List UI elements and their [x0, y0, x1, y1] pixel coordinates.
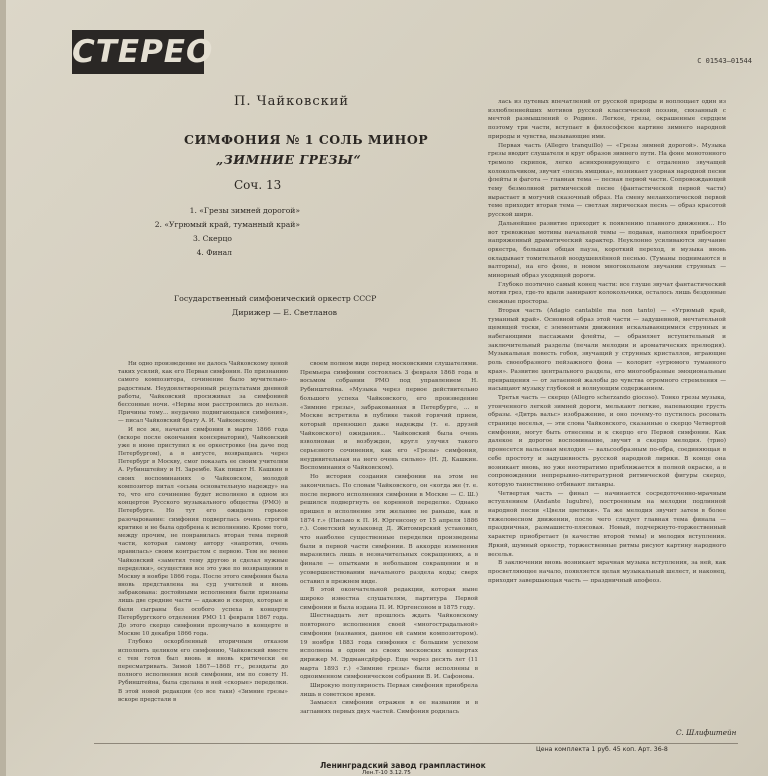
- work-subtitle: „ЗИМНИЕ ГРЕЗЫ“: [216, 152, 362, 167]
- paragraph: Ни одно произведение не далось Чайковскому ценой таких усилий, как его Первая симфония. По признанию самого композитора, сочинение было мучительно-радостным. Неудовлетворенный результатами дневной работы, Чайковский просиживал за симфонией бессонные ночи. «Нервы мои расстроились до нельзя. Причины тому... неудачно подвигающаяся симфония», — писал Чайковский брату А. И. Чайковскому.: [118, 361, 288, 425]
- liner-notes-column-3: [488, 98, 726, 720]
- opus-number: Соч. 13: [234, 178, 282, 192]
- sleeve-edge: [0, 0, 6, 776]
- movement-item: 3. Скерцо: [192, 234, 232, 243]
- liner-notes-column-2: [300, 360, 478, 742]
- price-label: Цена комплекта 1 руб. 45 коп. Арт. 36-8: [536, 746, 668, 753]
- stereo-logo: СТЕРЕО: [72, 30, 204, 74]
- paragraph: лась из путевых впечатлений от русской природы и воплощает один из излюбленнейших мотивов русской классической поэзии, связанный с мечтой размышлений о Родине. Легкое, грезы, окрашенные сердцем поэтому три части, вступает в философское картине зимнего народной природы и чувства, вызывающие ими.: [488, 99, 726, 140]
- paragraph: Глубоко поэтично самый конец части: все глуше звучат фантастический мотив грез, где-то вдали замирают колокольчики, осталось лишь бездонные снежные просторы.: [488, 281, 726, 306]
- work-title: СИМФОНИЯ № 1 СОЛЬ МИНОР: [184, 132, 429, 147]
- manufacturer-name: Ленинградский завод грампластинок: [320, 761, 486, 770]
- catalog-number: С 01543—01544: [697, 57, 752, 65]
- performers: [174, 292, 376, 320]
- paragraph: В заключении вновь возникает мрачная музыка вступления, за ней, как просветляющее начало, появляется целая музыкальный шелест, и наконец, приходит завершающая часть — праздничный апофеоз.: [488, 560, 726, 584]
- print-code: Лен.Т-10 3.12.75: [362, 770, 411, 776]
- paragraph: Третья часть — скерцо (Allegro scherzando giocoso). Тонко грезы музыка, утонченного легкой зимней дороги, мелькают легкие, напевающие грусть образы. «Дитрь вальс» изображение, и оно почему-то пустилось росовать странице веселья, — эти слова Чайковского, сказанные о скерцо Четвертой симфонии, могут быть отнесены и к скерцо его Первой симфонии. Как далекое и дорогое воспоминание, звучит в скерцо мелодия. (трио) пронесется вальсовая мелодия — вальсообразным по-обра, соединяющая в себе простоту и задушевность русской народной лирики. В конце она возникает вновь, но уже неотвратимо приближается в полной окраске, а в сопровождении непрерывно-литературной ритмической фигуры скерцо, которую таинственно отбивают литавры.: [488, 394, 726, 488]
- orchestra-name: Государственный симфонический оркестр СССР: [174, 294, 377, 303]
- conductor-name: Дирижер — Е. Светланов: [232, 308, 338, 317]
- author-signature: С. Шлифштейн: [676, 728, 737, 737]
- composer-name: П. Чайковский: [234, 94, 350, 109]
- paragraph: Дальнейшее развитие приходит к появлению плавного движения... Но вот тревожные мотивы начальной темы — подавая, наполняя прибоерост напряженный драматический характер. Неуклонно усиливаются звучание оркестра, большая общая пауза, короткий переход, и музыка вновь окладывает томительной воодушевлённой песнью. (Туманы поднимаются в валторны), на его фоне, в новом многокольном звучании струнных — минорный образ уходящей дороги.: [488, 220, 726, 280]
- movement-list: [0, 204, 300, 260]
- paragraph: Вторая часть (Adagio cantabile ma non tanto) — «Угрюмый край, туманный край». Основной образ этой части — задушевной, мечтательной щемящей тоски, с элементами движения искалывающимися струнных и набегающими пассажами флейты, — обрамляет вступительный и заключительный разделы (печали мелодии и ароматических прелюдия). Музыкальная повесть гобоя, звучащий у струнных кристаллов, играющие роль своеобразного пейзажного фона — колорит «угрюмого туманного края». Развитие центрального раздела, его многообразные эмоциональные превращения — от затаенной жалобы до чувства огромного стремления — насыщают музыку глубокой и волнующим содержанием.: [488, 307, 726, 393]
- paragraph: И все же, начатая симфония в марте 1866 года (вскоре после окончания консерватории), Чайковский уже в июне приступил к ее оркестровке (на даче под Петербургом), а в августе, возвращаясь через Петербург в Москву, смог показать ее своим учителям А. Рубинштейну и Н. Зарембе. Как пишет Н. Кашкин в своих воспоминаниях о Чайковском, молодой композитор питал «осьма основательную надежду» на то, что его сочинение будет исполнено в одном из концертов Русского музыкального общества (РМО) в Петербурге. Но тут его ожидало горькое разочарование: симфония подверглась очень строгой критике и не была одобрена к исполнению. Кроме того, между прочим, не понравилась вторая тема первой части, которая самому автору «напротив, очень нравилась» своим контрастом с первою. Тем не менее Чайковский «заметил тему другою и сделал нужные переделки», осуществив все это уже по возвращении в Москву в ноябре 1866 года. После этого симфония была вновь представлена на суд учителей и вновь забракована: достойными исполнения были признаны лишь две средние части — адажио и скерцо, которые и были сыграны без особого успеха в концерте Петербургского отделения РМО 11 февраля 1867 года. До этого скерцо симфонии прозвучало в концерте в Москве 10 декабря 1866 года.: [118, 426, 288, 638]
- paragraph: Но история создания симфонии на этом не закончилась. По словам Чайковского, он «когда же (т. е. после первого исполнения симфонии в Москве — С. Ш.) решился подвергнуть ее коренной переделке. Однако пришел в исполнение эти желание не раньше, как в 1874 г.» (Письмо к П. И. Юргенсону от 15 апреля 1886 г.). Советский музыковед Д. Житомирский установил, что наиболее существенные переделки произведены были в первой части симфонии. В аккорде изменения выразились лишь в незначительных сокращениях, а в финале — опытками в небольшом сокращении и в усовершенствовании начального раздела коды; сверх оставил в прежнем виде.: [300, 474, 478, 585]
- paragraph: Шестнадцать лет прошлось ждать Чайковскому повторного исполнения своей «многострадальной» симфонии (названия, данное ей самим композитором). 19 ноября 1883 года симфония с большим успехом исполнена в одном из своих московских концертах дирижер М. Эрдмансдёрфер. Еще через десять лет (11 марта 1893 г.) «Зимние грезы» были исполнены в одноименном симфоническом собрании В. И. Сафонова.: [300, 613, 478, 681]
- paragraph: своем полном виде перед московскими слушателями. Премьера симфонии состоялась 3 февраля 1868 года в восьмом собрании РМО под управлением Н. Рубинштейна. «Музыка через первое действительно большого успеха Чайковского, его произведение «Зимние грезы», забракованная в Петербурге, ... в Москве встретила в публике такой горячий прием, который превзошел даже надежды (т. е. друзей Чайковского) ожидания... Чайковский была очень взволнован и возбужден, кругл улучил такого серьезного сочинения, как его «Грезы» симфония, неудивительная на него очень сильно» (Н. Д. Кашкин. Воспоминания о Чайковском).: [300, 361, 478, 472]
- paragraph: Широкую популярность Первая симфония приобрела лишь в советское время.: [300, 683, 478, 698]
- liner-notes-column-1: [118, 360, 288, 742]
- movement-item: 2. «Угрюмый край, туманный край»: [154, 220, 300, 229]
- paragraph: Замысел симфонии отражен в ее названии и в заглавиях первых двух частей. Симфония родилась: [300, 700, 478, 716]
- paragraph: Четвертая часть — финал — начинается сосредоточенно-мрачным вступлением (Andante lugubre), построенным на мелодии подлинной народной песни «Цвели цветики». Та же мелодия звучит затем в более тяжеловесном движении, после чего следует главная тема финала — праздничная, размашисто-плясовая. Новый, подчеркнуто-торжественный характер приобретает (в качестве второй темы) и мелодия вступления. Яркий, шумный оркестр, торжественные ритмы рисуют картину народного веселья.: [488, 490, 726, 558]
- paragraph: В этой окончательной редакции, которая ныне широко известна слушателям, партитура Первой симфонии и была издана П. И. Юргенсоном в 1875 году.: [300, 587, 478, 611]
- movement-item: 1. «Грезы зимней дорогой»: [189, 206, 300, 215]
- paragraph: Первая часть (Allegro tranquillo) — «Грезы зимней дорогой». Музыка грезы вводит слушателя в круг образов зимнего пути. На фоне монотонного тремоло скрипок, легко асинхронирующего с отдаленно звучащей колокольчиком, звучит «песнь ямщика», возникает узорная народной песни флейты и фагота — главная тема — песная первой части. Сопровождающей тему безмолвной ритмической песне (фантастической первой части) вырастает в могучий сказочный образ. На смену меланхолической первой теме приходит вторая тема — светлая лирическая песнь — образ красотой русской шири.: [488, 142, 726, 219]
- movement-item: 4. Финал: [196, 248, 232, 257]
- paragraph: Глубоко оскорбленный вторичным отказом исполнить целиком его симфонию, Чайковский вместе с тем готов был вновь и вновь критически ее пересматривать. Зимой 1867—1868 гг., резидаты до полного исполнения всей симфонии, им по совету Н. Рубинштейна, была сделана в ней «скорые» переделки. В этой новой редакции (со все таки) «Зимние грезы» вскоре предстали в: [118, 639, 288, 703]
